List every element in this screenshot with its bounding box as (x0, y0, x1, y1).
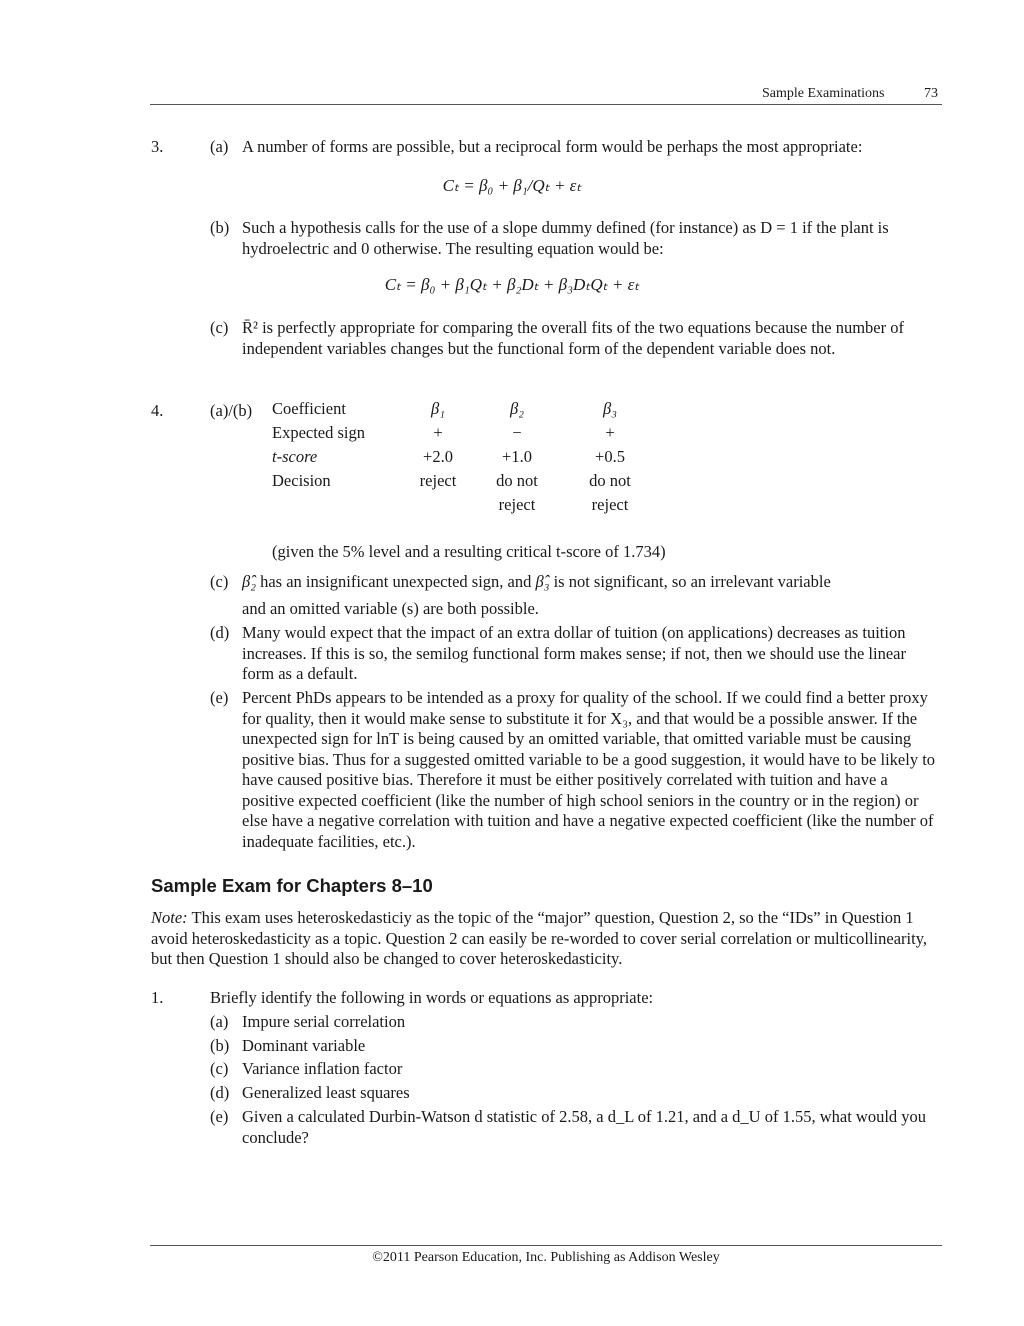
q3-b-label: (b) (210, 218, 230, 237)
table-row (272, 447, 660, 471)
table-cell: β₂ (510, 399, 524, 418)
r-bar-squared-symbol: R̄² (242, 318, 258, 337)
q4-c-text-1: has an insignificant unexpected sign, and (260, 572, 532, 591)
table-cell (402, 495, 474, 519)
q3-c-paragraph (242, 318, 942, 359)
list-item-text: Dominant variable (242, 1036, 366, 1055)
table-cell: + (605, 423, 615, 442)
table-row (272, 495, 660, 519)
note-text: This exam uses heteroskedasticiy as the topic of the “major” question, Question 2, so the “IDs” in Question 1 avoid heteroskedasticity as a topic. Question 2 can easily be re-worded to cover serial correlation or multicollinearity, but then Question 1 should also be changed to cover heteroskedasticity. (151, 908, 927, 968)
list-item-label: (d) (210, 1083, 230, 1102)
list-item-label: (e) (210, 1107, 229, 1126)
list-item-label: (a) (210, 1012, 229, 1031)
table-cell: − (512, 423, 522, 442)
table-cell (272, 495, 402, 519)
question-4-number: 4. (151, 401, 164, 420)
footer-rule (150, 1245, 942, 1246)
q3-b-equation: Cₜ = β₀ + β₁Qₜ + β₂Dₜ + β₃DₜQₜ + εₜ (384, 275, 640, 294)
table-cell: reject (591, 495, 629, 514)
table-cell: Decision (272, 471, 331, 490)
list-item-label: (b) (210, 1036, 230, 1055)
table-cell: do not (496, 471, 538, 490)
list-item-text: Variance inflation factor (242, 1059, 403, 1078)
section-note (151, 908, 943, 970)
note-label: Note: (151, 908, 188, 927)
q4-c-text-3: and an omitted variable (s) are both possible. (242, 599, 539, 618)
table-cell: +1.0 (502, 447, 532, 466)
q4-ab-label: (a)/(b) (210, 401, 253, 420)
q4-d-label: (d) (210, 623, 230, 642)
page-number: 73 (924, 86, 938, 101)
q4-e-text: Percent PhDs appears to be intended as a proxy for quality of the school. If we could find a better proxy for quality, then it would make sense to substitute it for X₃, and that would be a possible answer. If the unexpected sign for lnT is being caused by an omitted variable, that omitted variable must be causing positive bias. Thus for a suggested omitted variable to be a good suggestion, it would have to be likely to have caused positive bias. Therefore it must be either positively correlated with tuition and have a positive expected coefficient (like the number of high school seniors in the country or in the region) or else have a negative correlation with tuition and have a negative expected coefficient (like the number of inadequate facilities, etc.). (242, 688, 936, 851)
list-item-label: (c) (210, 1059, 229, 1078)
exam-q1-intro: Briefly identify the following in words or equations as appropriate: (210, 988, 654, 1007)
beta-2-hat-symbol: β̂₂ (242, 572, 256, 591)
q4-c-text-2: is not significant, so an irrelevant variable (553, 572, 831, 591)
copyright-footer: ©2011 Pearson Education, Inc. Publishing as Addison Wesley (372, 1250, 720, 1265)
q3-a-text: A number of forms are possible, but a reciprocal form would be perhaps the most appropriate: (242, 137, 863, 156)
table-cell: reject (419, 471, 457, 490)
beta-3-hat-symbol: β̂₃ (535, 572, 550, 591)
table-cell: do not (589, 471, 631, 490)
table-cell: β₁ (431, 399, 445, 418)
table-cell: t-score (272, 447, 318, 466)
q4-e-label: (e) (210, 688, 229, 707)
list-item-text: Given a calculated Durbin-Watson d statistic of 2.58, a d_L of 1.21, and a d_U of 1.55, what would you conclude? (242, 1107, 927, 1147)
q4-d-text: Many would expect that the impact of an extra dollar of tuition (on applications) decreases as tuition increases. If this is so, the semilog functional form makes sense; if not, then we should use the linear form as a default. (242, 623, 906, 683)
table-cell: Expected sign (272, 423, 366, 442)
q4-critical-note: (given the 5% level and a resulting critical t-score of 1.734) (272, 542, 666, 561)
header-rule (150, 104, 942, 105)
q4-c-label: (c) (210, 572, 229, 591)
section-heading: Sample Exam for Chapters 8–10 (151, 875, 433, 896)
table-cell: +0.5 (595, 447, 625, 466)
q3-b-text: Such a hypothesis calls for the use of a slope dummy defined (for instance) as D = 1 if the plant is hydroelectric and 0 otherwise. The resulting equation would be: (242, 218, 889, 258)
table-cell: β₃ (603, 399, 617, 418)
running-title: Sample Examinations (762, 86, 885, 101)
q3-a-label: (a) (210, 137, 229, 156)
table-cell: reject (498, 495, 536, 514)
q3-c-label: (c) (210, 318, 229, 337)
question-3-number: 3. (151, 137, 164, 156)
table-row (272, 399, 660, 423)
table-row (272, 423, 660, 447)
q3-c-text: is perfectly appropriate for comparing the overall fits of the two equations because the number of independent variables changes but the functional form of the dependent variable does not. (242, 318, 904, 358)
coefficient-table (272, 399, 660, 519)
exam-question-1-number: 1. (151, 988, 164, 1007)
list-item-text: Generalized least squares (242, 1083, 410, 1102)
table-cell: +2.0 (423, 447, 453, 466)
list-item-text: Impure serial correlation (242, 1012, 406, 1031)
table-cell: + (433, 423, 443, 442)
table-row (272, 471, 660, 495)
q3-a-equation: Cₜ = β₀ + β₁/Qₜ + εₜ (442, 176, 582, 195)
table-cell: Coefficient (272, 399, 346, 418)
q4-c-paragraph (242, 572, 942, 593)
